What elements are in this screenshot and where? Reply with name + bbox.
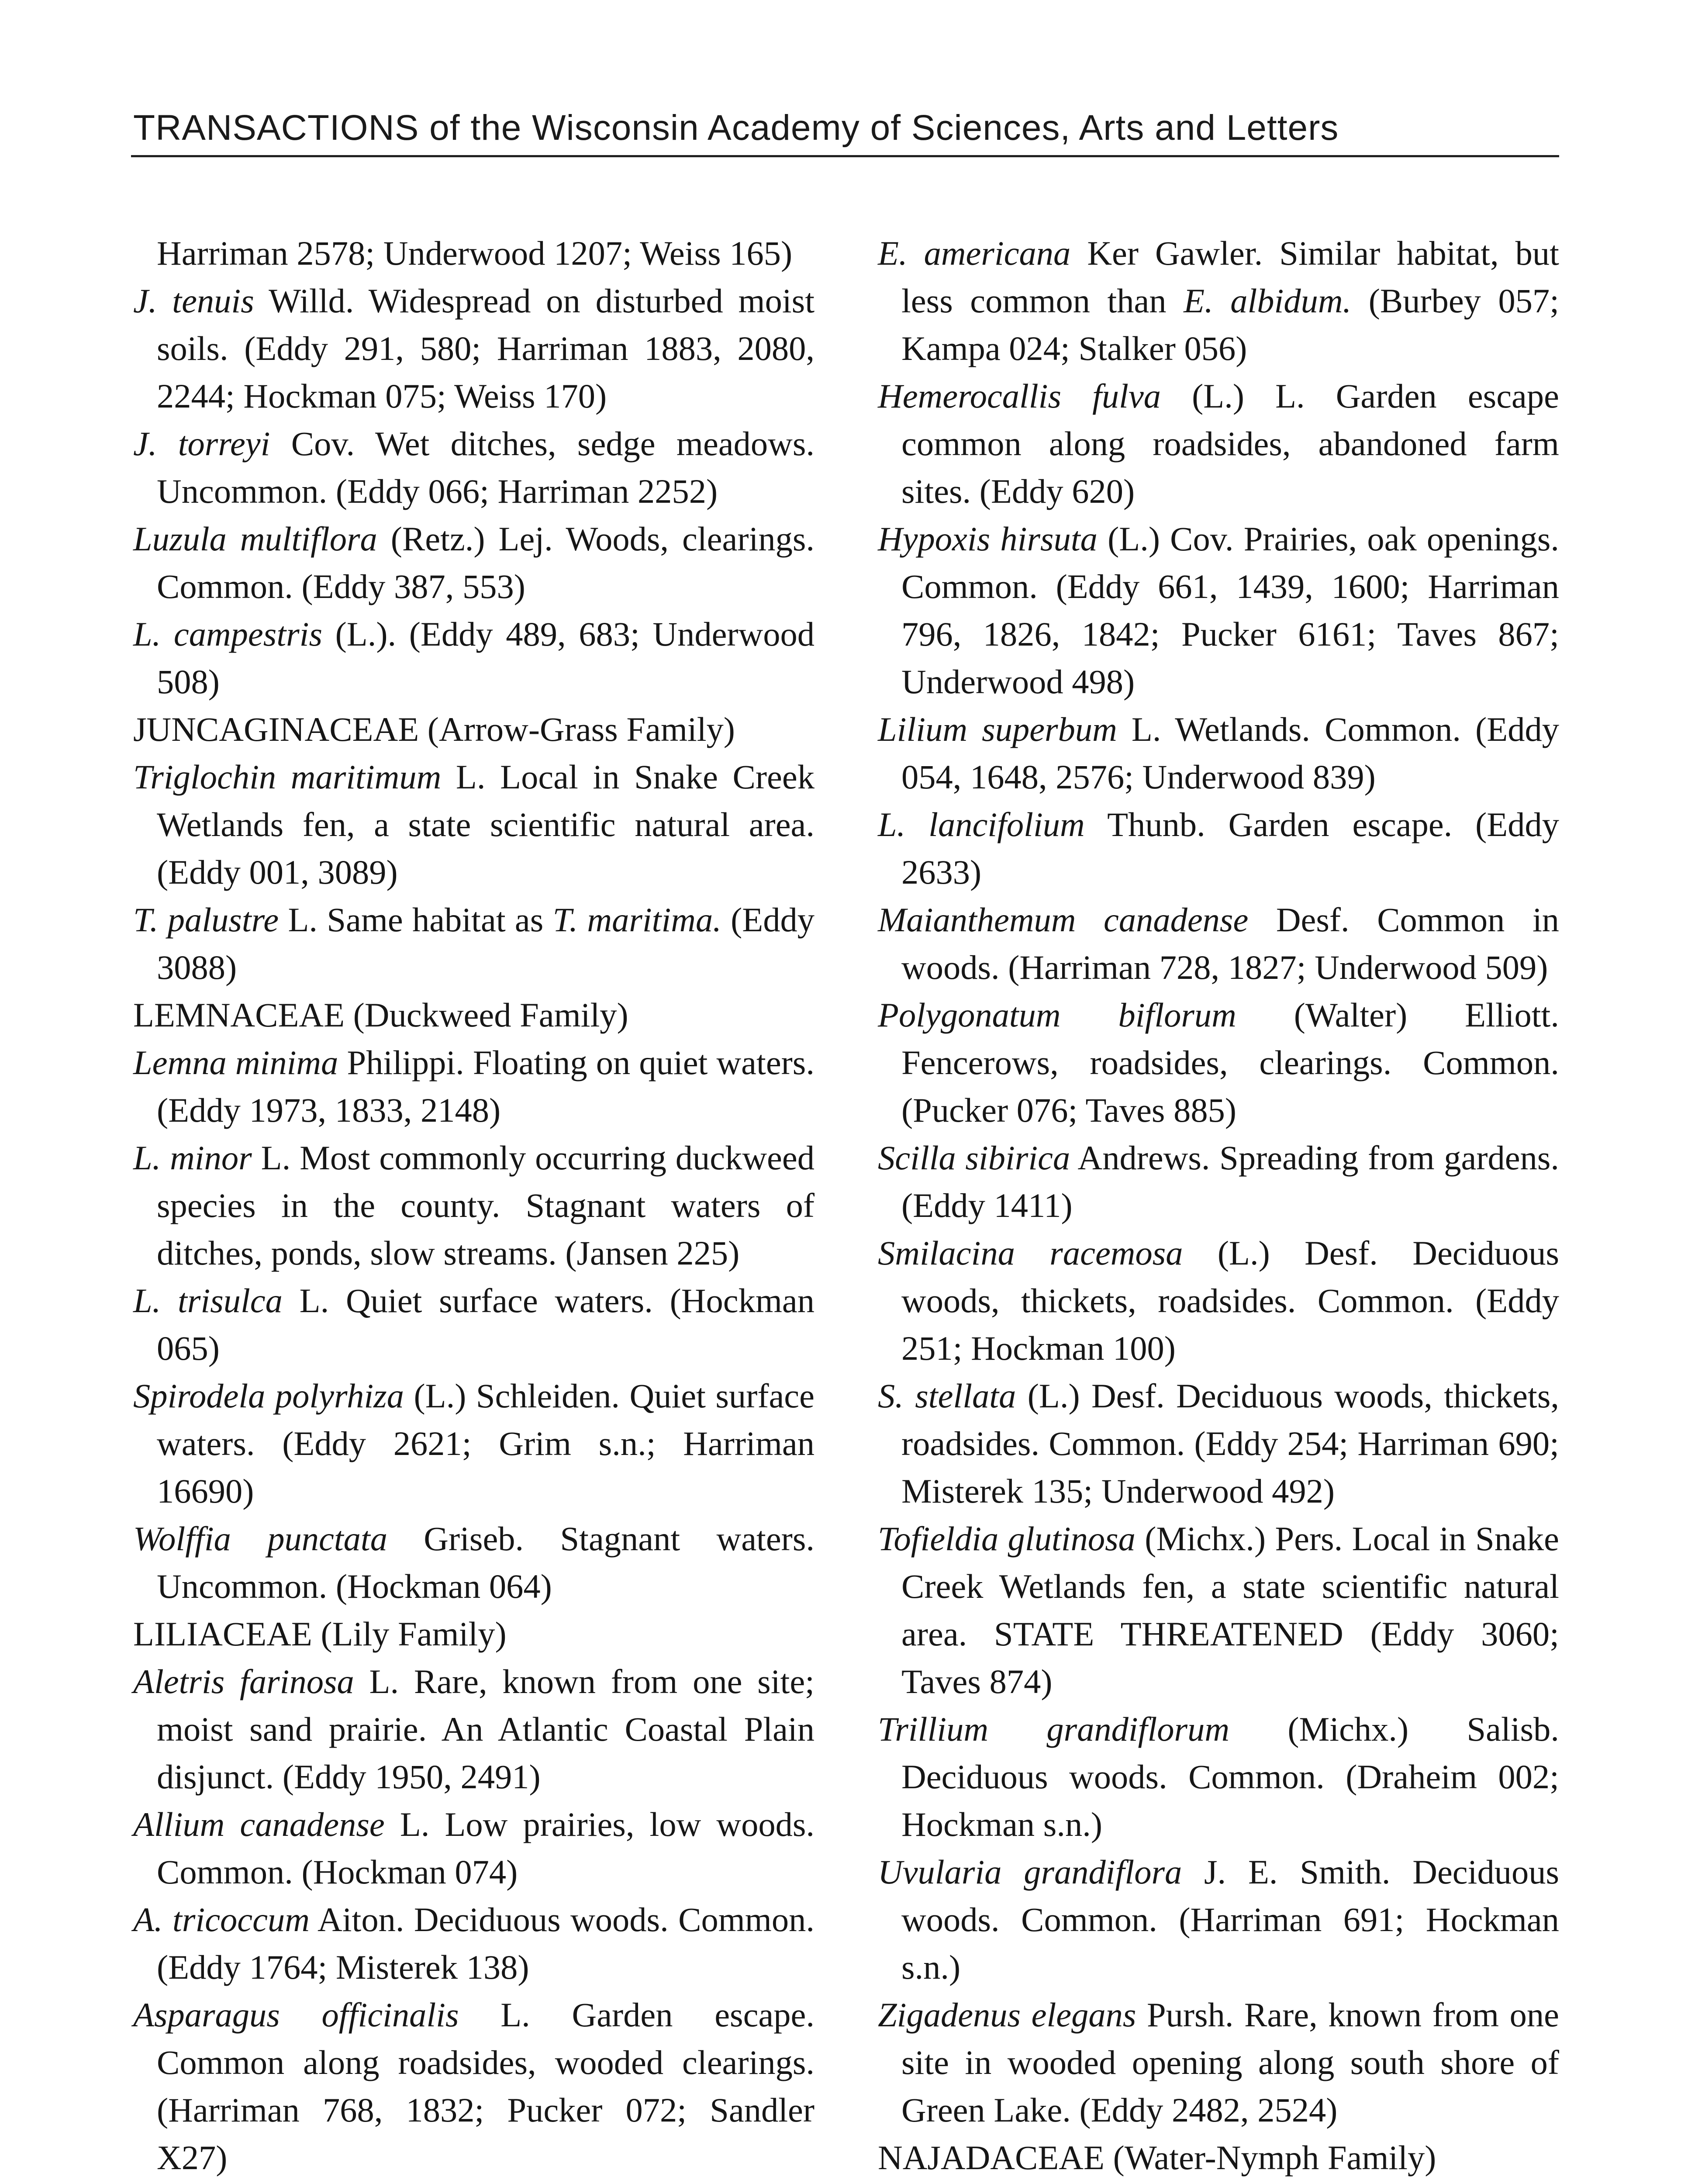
species-name: E. americana: [878, 234, 1071, 272]
species-description: (L.) Desf. Deciduous woods, thickets, roadsides. Common. (Eddy 251; Hockman 100): [901, 1234, 1559, 1367]
species-description: Philippi. Floating on quiet waters. (Eddy 1973, 1833, 2148): [157, 1044, 815, 1129]
species-entry: [133, 1039, 815, 1134]
species-name: Uvularia grandiflora: [878, 1853, 1182, 1891]
header-rule: [131, 155, 1559, 157]
species-description: (Michx.) Pers. Local in Snake Creek Wetlands fen, a state scientific natural area. STATE THREATENED (Eddy 3060; Taves 874): [901, 1520, 1559, 1700]
right-column: [878, 229, 1559, 2184]
species-description: (Retz.) Lej. Woods, clearings. Common. (Eddy 387, 553): [157, 520, 815, 605]
species-name: Zigadenus elegans: [878, 1996, 1136, 2034]
species-description-tail: (Burbey 057; Kampa 024; Stalker 056): [901, 282, 1560, 367]
species-entry: [878, 705, 1559, 801]
species-entry: [133, 1277, 815, 1372]
species-description: Aiton. Deciduous woods. Common. (Eddy 1764; Misterek 138): [157, 1901, 815, 1986]
species-name-reference: E. albidum.: [1184, 282, 1352, 320]
species-entry: [878, 515, 1559, 705]
species-name: J. torreyi: [133, 425, 270, 463]
species-entry: [878, 1848, 1559, 1991]
species-entry: [133, 1896, 815, 1991]
family-heading: JUNCAGINACEAE (Arrow-Grass Family): [133, 710, 735, 748]
species-description: Griseb. Stagnant waters. Uncommon. (Hockman 064): [157, 1520, 815, 1605]
species-description: L. Quiet surface waters. (Hockman 065): [157, 1282, 815, 1367]
species-name: Allium canadense: [133, 1805, 385, 1843]
species-name: L. minor: [133, 1139, 252, 1177]
species-description: L. Rare, known from one site; moist sand prairie. An Atlantic Coastal Plain disjunct. (Eddy 1950, 2491): [157, 1662, 815, 1796]
species-description: Willd. Widespread on disturbed moist soils. (Eddy 291, 580; Harriman 1883, 2080, 2244; Hockman 075; Weiss 170): [157, 282, 815, 415]
family-heading: NAJADACEAE (Water-Nymph Family): [878, 2139, 1436, 2177]
species-name: Maianthemum canadense: [878, 901, 1249, 939]
species-description: (L.) Cov. Prairies, oak openings. Common. (Eddy 661, 1439, 1600; Harriman 796, 1826, 1842; Pucker 6161; Taves 867; Underwood 498): [901, 520, 1559, 701]
species-description: Thunb. Garden escape. (Eddy 2633): [901, 805, 1559, 891]
species-description: L. Low prairies, low woods. Common. (Hockman 074): [157, 1805, 815, 1891]
species-description: (L.). (Eddy 489, 683; Underwood 508): [157, 615, 815, 701]
species-description: L. Same habitat as: [279, 901, 553, 939]
species-entry: [133, 1658, 815, 1800]
species-name: Lilium superbum: [878, 710, 1117, 748]
species-description: Desf. Common in woods. (Harriman 728, 1827; Underwood 509): [901, 901, 1559, 986]
species-name: L. campestris: [133, 615, 323, 653]
species-entry: [133, 1515, 815, 1610]
species-name: Lemna minima: [133, 1044, 338, 1082]
species-description-tail: (Eddy 3088): [157, 901, 815, 986]
species-description: J. E. Smith. Deciduous woods. Common. (Harriman 691; Hockman s.n.): [901, 1853, 1559, 1986]
species-entry: [878, 1991, 1559, 2134]
species-description: (L.) Desf. Deciduous woods, thickets, roadsides. Common. (Eddy 254; Harriman 690; Misterek 135; Underwood 492): [901, 1377, 1559, 1510]
entry-continuation: Harriman 2578; Underwood 1207; Weiss 165): [157, 234, 793, 272]
species-name: T. palustre: [133, 901, 279, 939]
species-entry: [878, 991, 1559, 1134]
left-column: [133, 229, 815, 2184]
species-description: L. Wetlands. Common. (Eddy 054, 1648, 2576; Underwood 839): [901, 710, 1559, 796]
species-entry: [133, 1134, 815, 1277]
family-heading: LEMNACEAE (Duckweed Family): [133, 996, 628, 1034]
species-name: Tofieldia glutinosa: [878, 1520, 1136, 1558]
species-name: Triglochin maritimum: [133, 758, 442, 796]
species-entry: [133, 896, 815, 991]
species-description: L. Garden escape. Common along roadsides, wooded clearings. (Harriman 768, 1832; Pucker 072; Sandler X27): [157, 1996, 815, 2177]
species-name: Scilla sibirica: [878, 1139, 1070, 1177]
family-heading: LILIACEAE (Lily Family): [133, 1615, 507, 1653]
species-name: Trillium grandiflorum: [878, 1710, 1230, 1748]
species-name-reference: T. maritima.: [552, 901, 721, 939]
species-description: L. Local in Snake Creek Wetlands fen, a state scientific natural area. (Eddy 001, 3089): [157, 758, 815, 891]
species-description: (Michx.) Salisb. Deciduous woods. Common. (Draheim 002; Hockman s.n.): [901, 1710, 1559, 1843]
species-description: Andrews. Spreading from gardens. (Eddy 1411): [901, 1139, 1559, 1224]
species-entry: [133, 515, 815, 610]
species-name: Spirodela polyrhiza: [133, 1377, 404, 1415]
running-head: TRANSACTIONS of the Wisconsin Academy of Sciences, Arts and Letters: [133, 108, 1339, 148]
species-entry: [133, 2181, 815, 2184]
species-name: Smilacina racemosa: [878, 1234, 1183, 1272]
species-entry: [133, 1372, 815, 1515]
species-name: Luzula multiflora: [133, 520, 377, 558]
species-name: L. trisulca: [133, 1282, 283, 1320]
species-description: Cov. Wet ditches, sedge meadows. Uncommon. (Eddy 066; Harriman 2252): [157, 425, 815, 510]
species-name: J. tenuis: [133, 282, 254, 320]
species-entry: [878, 1134, 1559, 1229]
species-entry: [878, 229, 1559, 372]
species-name: A. tricoccum: [133, 1901, 310, 1939]
species-entry: [878, 1229, 1559, 1372]
species-entry: [878, 2181, 1559, 2184]
species-entry: [878, 1705, 1559, 1848]
species-entry: [133, 753, 815, 896]
species-entry: [878, 801, 1559, 896]
species-name: Hypoxis hirsuta: [878, 520, 1098, 558]
species-entry: [133, 420, 815, 515]
species-name: Wolffia punctata: [133, 1520, 387, 1558]
species-name: Hemerocallis fulva: [878, 377, 1161, 415]
species-entry: [878, 1372, 1559, 1515]
species-entry: [133, 1800, 815, 1896]
species-name: Aletris farinosa: [133, 1662, 354, 1700]
species-description: (L.) L. Garden escape common along roadsides, abandoned farm sites. (Eddy 620): [901, 377, 1559, 510]
species-description: L. Most commonly occurring duckweed species in the county. Stagnant waters of ditches, ponds, slow streams. (Jansen 225): [157, 1139, 815, 1272]
species-entry: [878, 896, 1559, 991]
species-entry: [878, 372, 1559, 515]
species-description: (L.) Schleiden. Quiet surface waters. (Eddy 2621; Grim s.n.; Harriman 16690): [157, 1377, 815, 1510]
species-description: Pursh. Rare, known from one site in wooded opening along south shore of Green Lake. (Eddy 2482, 2524): [901, 1996, 1559, 2129]
species-name: L. lancifolium: [878, 805, 1085, 843]
species-name: Asparagus officinalis: [133, 1996, 459, 2034]
species-entry: [133, 277, 815, 420]
species-description: (Walter) Elliott. Fencerows, roadsides, clearings. Common. (Pucker 076; Taves 885): [901, 996, 1559, 1129]
species-entry: [133, 1991, 815, 2181]
species-name: Polygonatum biflorum: [878, 996, 1236, 1034]
species-entry: [133, 610, 815, 705]
species-description: Ker Gawler. Similar habitat, but less common than: [901, 234, 1559, 320]
species-name: S. stellata: [878, 1377, 1016, 1415]
species-entry: [878, 1515, 1559, 1705]
